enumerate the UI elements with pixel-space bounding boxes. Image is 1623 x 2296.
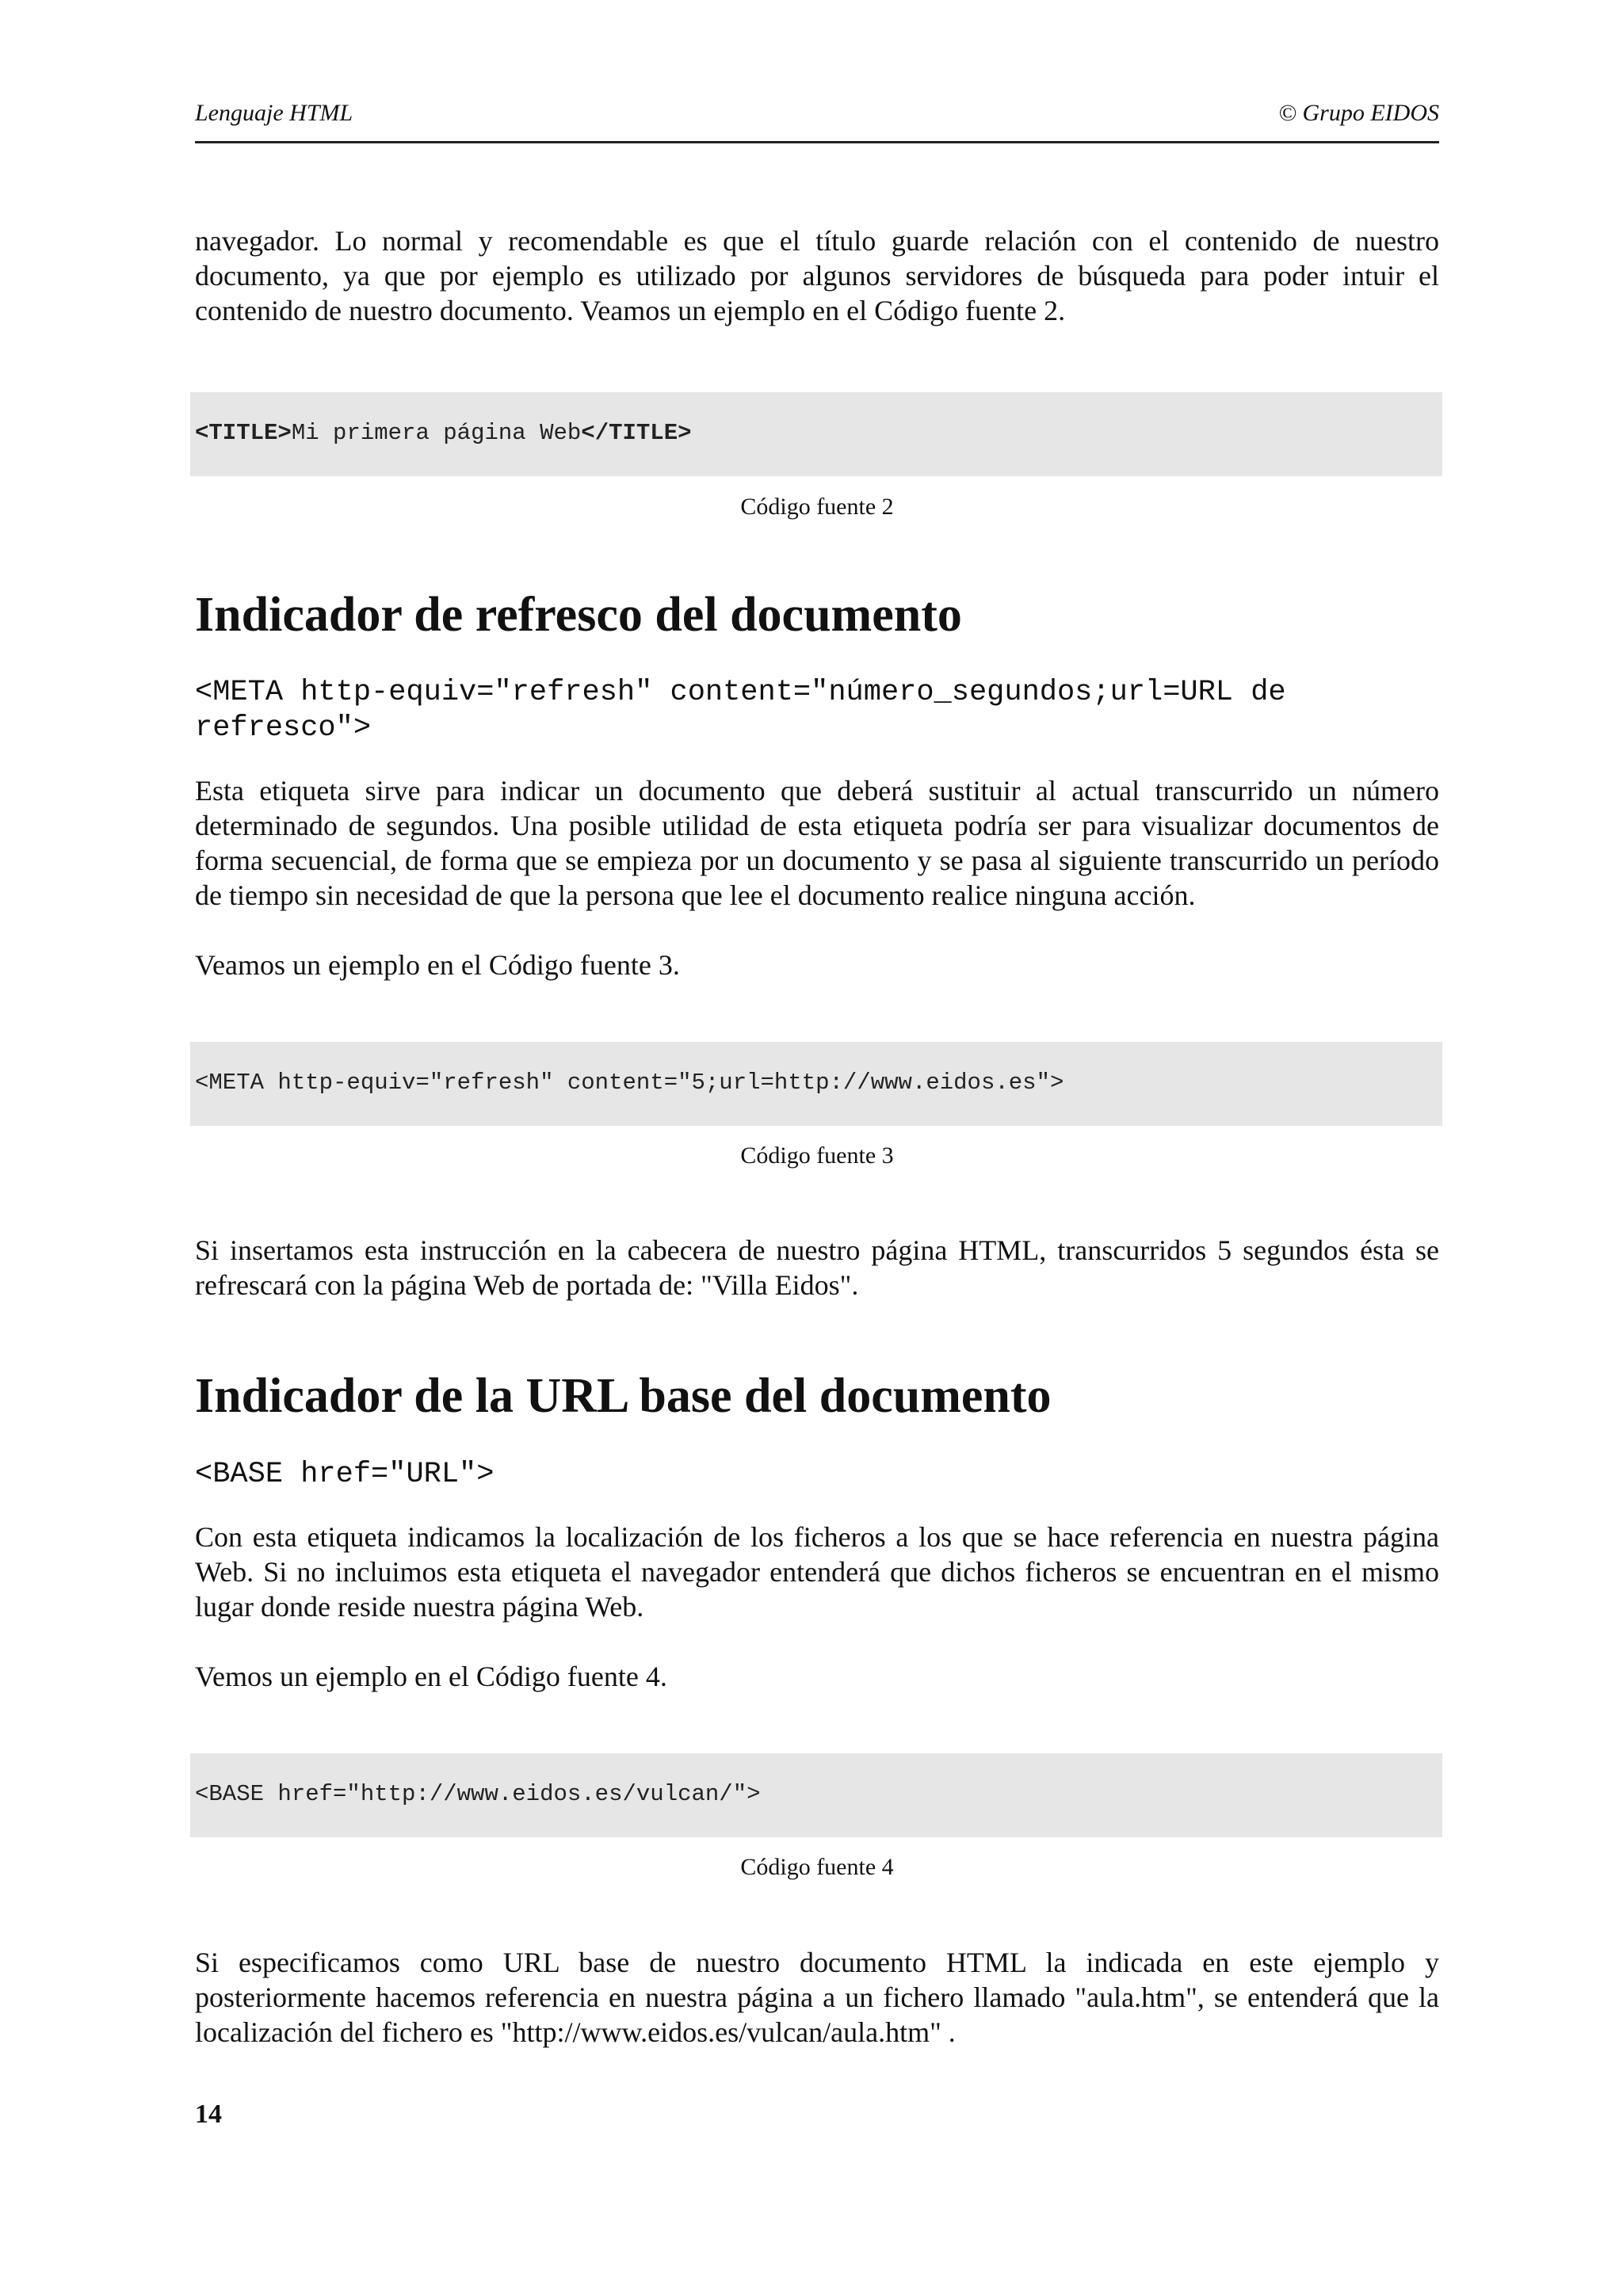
code-block-3 xyxy=(190,1042,1442,1126)
code-caption-4: Código fuente 4 xyxy=(740,1854,894,1880)
code-line xyxy=(195,419,692,448)
header-publisher: © Grupo EIDOS xyxy=(1278,100,1439,126)
syntax-base: <BASE href="URL"> xyxy=(195,1458,495,1491)
code-caption-3: Código fuente 3 xyxy=(740,1142,894,1169)
refresh-after-paragraph: Si insertamos esta instrucción en la cabecera de nuestro página HTML, transcurridos 5 segundos ésta se refrescará con la página Web de portada de: "Villa Eidos". xyxy=(195,1234,1439,1301)
page-number: 14 xyxy=(195,2100,222,2129)
code-caption-2: Código fuente 2 xyxy=(740,494,894,520)
running-header xyxy=(195,95,1439,143)
code-text: Mi primera página Web xyxy=(291,420,582,446)
syntax-refresh: <META http-equiv="refresh" content="número_segundos;url=URL de refresco"> xyxy=(195,676,1304,745)
refresh-paragraph: Esta etiqueta sirve para indicar un documento que deberá sustituir al actual transcurrido un número determinado de segundos. Una posible utilidad de esta etiqueta podría ser para visualizar documentos de forma secuencial, de forma que se empieza por un documento y se pasa al siguiente transcurrido un período de tiempo sin necesidad de que la persona que lee el documento realice ninguna acción. xyxy=(195,775,1439,911)
code-close-tag: </TITLE> xyxy=(581,420,692,446)
base-paragraph: Con esta etiqueta indicamos la localización de los ficheros a los que se hace referencia en nuestra página Web. Si no incluimos esta etiqueta el navegador entenderá que dichos ficheros se encuentran en el mismo lugar donde reside nuestra página Web. xyxy=(195,1521,1439,1623)
code-line: <META http-equiv="refresh" content="5;url=http://www.eidos.es"> xyxy=(195,1070,1064,1096)
code-block-2 xyxy=(190,392,1442,476)
code-line: <BASE href="http://www.eidos.es/vulcan/"> xyxy=(195,1781,761,1807)
refresh-example-intro: Veamos un ejemplo en el Código fuente 3. xyxy=(195,949,680,981)
code-open-tag: <TITLE> xyxy=(195,420,292,446)
intro-paragraph: navegador. Lo normal y recomendable es que el título guarde relación con el contenido de nuestro documento, ya que por ejemplo es utilizado por algunos servidores de búsqueda para poder intuir el contenido de nuestro documento. Veamos un ejemplo en el Código fuente 2. xyxy=(195,225,1439,326)
section-heading-refresh: Indicador de refresco del documento xyxy=(195,588,962,642)
base-after-paragraph: Si especificamos como URL base de nuestro documento HTML la indicada en este ejemplo y posteriormente hacemos referencia en nuestra página a un fichero llamado "aula.htm", se entenderá que la localización del fichero es "http://www.eidos.es/vulcan/aula.htm" . xyxy=(195,1947,1439,2048)
base-example-intro: Vemos un ejemplo en el Código fuente 4. xyxy=(195,1661,667,1692)
header-title: Lenguaje HTML xyxy=(195,100,353,126)
section-heading-base: Indicador de la URL base del documento xyxy=(195,1369,1052,1423)
code-block-4 xyxy=(190,1753,1442,1837)
